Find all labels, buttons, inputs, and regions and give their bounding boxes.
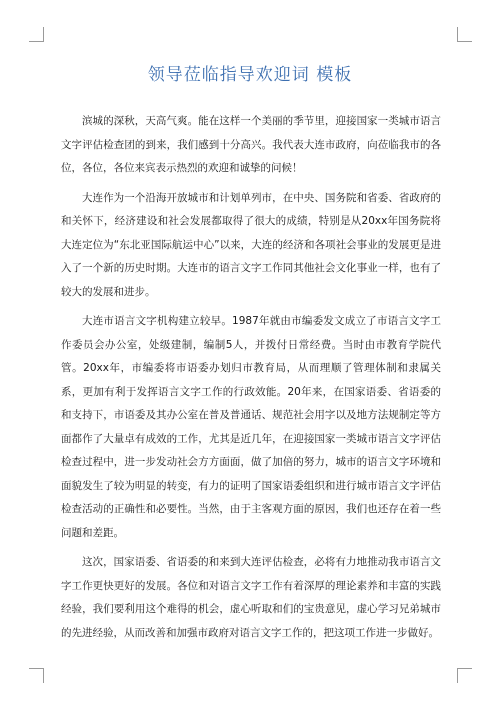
crop-mark-bottom-left <box>29 668 44 683</box>
crop-mark-bottom-right <box>457 668 472 683</box>
crop-mark-top-right <box>457 27 472 42</box>
document-title: 领导莅临指导欢迎词 模板 <box>147 65 353 85</box>
paragraph-1: 滨城的深秋，天高气爽。能在这样一个美丽的季节里，迎接国家一类城市语言文字评估检查团的到来，我们感到十分高兴。我代表大连市政府，向莅临我市的各位，各位，各位来宾表示热烈的欢迎和诚挚的问候！ <box>61 115 441 174</box>
paragraph-3: 大连市语言文字机构建立较早。1987年就由市编委发文成立了市语言文字工作委员会办公室，处级建制，编制5人，并拨付日常经费。当时由市教育学院代管。20xx年，市编委将市语委办划归市教育局，从而理顺了管理体制和隶属关系，更加有利于发挥语言文字工作的行政效能。20年来，在国家语委、省语委的和支持下，市语委及其办公室在普及普通话、规范社会用字以及地方法规制定等方面都作了大量卓有成效的工作，尤其是近几年，在迎接国家一类城市语言文字评估检查过程中，进一步发动社会方方面面，做了加倍的努力，城市的语言文字环境和面貌发生了较为明显的转变，有力的证明了国家语委组织和进行城市语言文字评估检查活动的正确性和必要性。当然，由于主客观方面的原因，我们也还存在着一些问题和差距。 <box>61 315 441 539</box>
paragraph-4: 这次，国家语委、省语委的和来到大连评估检查，必将有力地推动我市语言文字工作更快更好的发展。各位和对语言文字工作有着深厚的理论素养和丰富的实践经验，我们要利用这个难得的机会，虚心听取和们的宝贵意见，虚心学习兄弟城市的先进经验，从而改善和加强市政府对语言文字工作的，把这项工作进一步做好。 <box>61 556 441 639</box>
crop-mark-top-left <box>29 27 44 42</box>
document-body <box>61 110 441 651</box>
paragraph-2: 大连作为一个沿海开放城市和计划单列市，在中央、国务院和省委、省政府的和关怀下，经济建设和社会发展都取得了很大的成绩，特别是从20xx年国务院将大连定位为“东北亚国际航运中心”以来，大连的经济和各项社会事业的发展更是进入了一个新的历史时期。大连市的语言文字工作同其他社会文化事业一样，也有了较大的发展和进步。 <box>61 191 441 298</box>
